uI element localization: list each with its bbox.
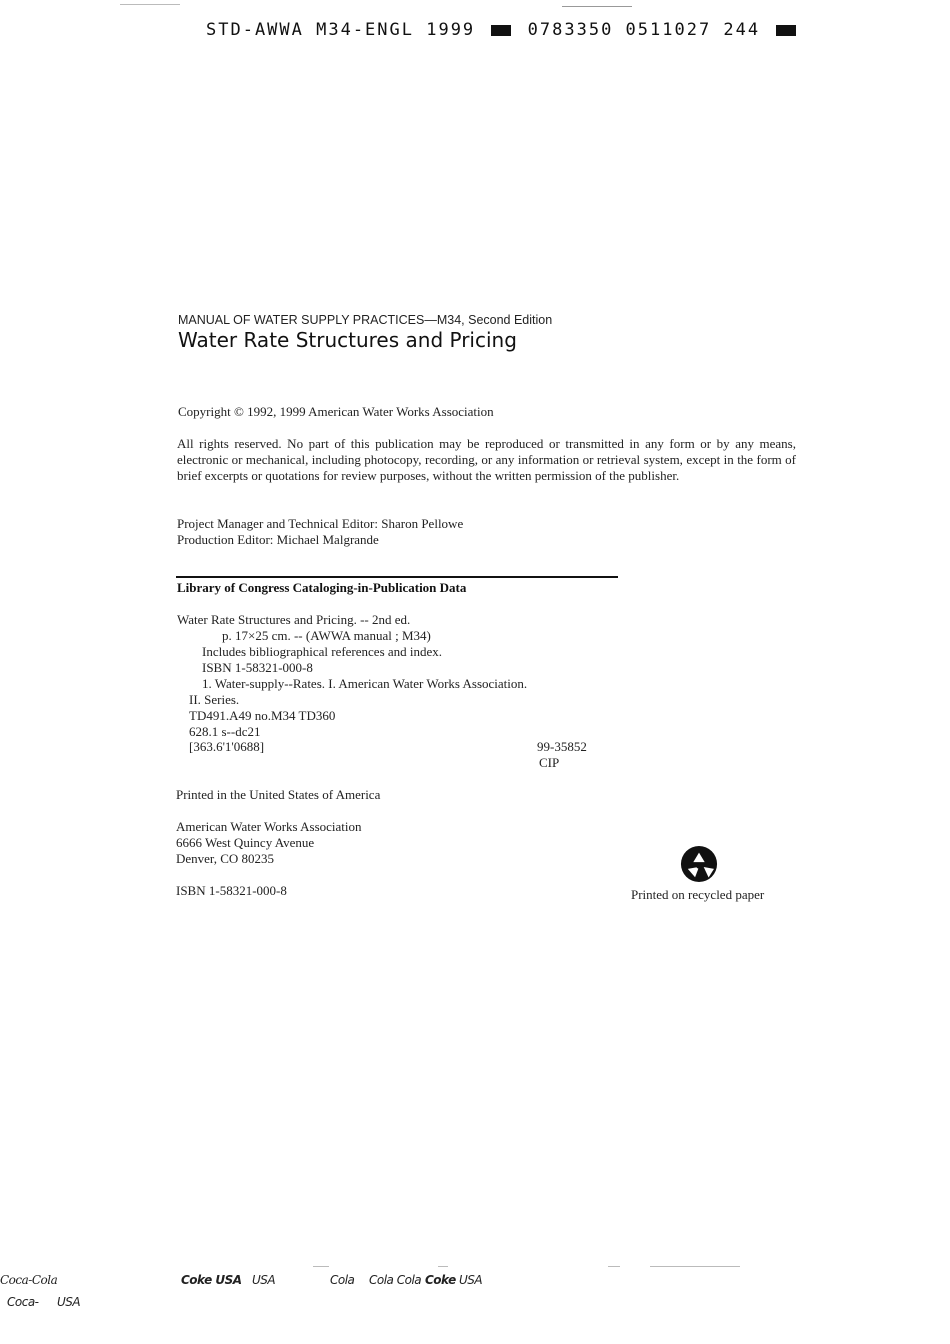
publisher-street: 6666 West Quincy Avenue <box>176 835 315 850</box>
production-editor-credit: Production Editor: Michael Malgrande <box>177 532 379 547</box>
printed-in-line: Printed in the United States of America <box>176 787 381 802</box>
footer-mark: Coke <box>425 1273 456 1287</box>
code-mid: 0783350 0511027 244 <box>527 20 761 40</box>
cip-line: [363.6'1'0688] <box>189 739 265 754</box>
scan-speck <box>313 1266 329 1267</box>
footer-mark: Coca-Cola <box>0 1273 58 1287</box>
cip-line: ISBN 1-58321-000-8 <box>202 660 313 675</box>
recycled-paper-note: Printed on recycled paper <box>631 887 765 902</box>
document-code-header <box>206 20 800 40</box>
page-title: Water Rate Structures and Pricing <box>178 328 517 352</box>
footer-mark: Cola Cola <box>369 1273 422 1287</box>
lccn-number: 99-35852 <box>537 739 587 754</box>
cip-line: Includes bibliographical references and index. <box>202 644 443 659</box>
publisher-city: Denver, CO 80235 <box>176 851 275 866</box>
scan-speck <box>608 1266 620 1267</box>
cip-line: Water Rate Structures and Pricing. -- 2nd ed. <box>177 612 411 627</box>
black-block-mark <box>776 25 796 36</box>
cip-line: 628.1 s--dc21 <box>189 724 261 739</box>
scan-speck <box>120 4 180 5</box>
footer-mark: USA <box>252 1273 276 1287</box>
footer-mark: USA <box>57 1295 81 1309</box>
cip-line: II. Series. <box>189 692 240 707</box>
cip-rule <box>176 576 618 578</box>
scan-speck <box>650 1266 740 1267</box>
footer-mark: USA <box>459 1273 483 1287</box>
project-manager-credit: Project Manager and Technical Editor: Sharon Pellowe <box>177 516 464 531</box>
copyright-line: Copyright © 1992, 1999 American Water Works Association <box>178 404 494 419</box>
rights-paragraph: All rights reserved. No part of this publication may be reproduced or transmitted in any form or by any means, electronic or mechanical, including photocopy, recording, or any information or retrieval system, except in the form of brief excerpts or quotations for review purposes, without the written permission of the publisher. <box>177 436 796 483</box>
footer-mark: Coke USA <box>181 1273 242 1287</box>
footer-mark: Cola <box>330 1273 355 1287</box>
footer-mark: Coca- <box>7 1295 39 1309</box>
scan-speck <box>438 1266 448 1267</box>
scan-speck <box>562 6 632 7</box>
black-block-mark <box>491 25 511 36</box>
cip-line: TD491.A49 no.M34 TD360 <box>189 708 336 723</box>
series-line: MANUAL OF WATER SUPPLY PRACTICES—M34, Second Edition <box>178 313 553 327</box>
publisher-name: American Water Works Association <box>176 819 362 834</box>
isbn-line: ISBN 1-58321-000-8 <box>176 883 287 898</box>
cip-line: p. 17×25 cm. -- (AWWA manual ; M34) <box>222 628 431 643</box>
cip-label: CIP <box>539 755 560 770</box>
cip-heading: Library of Congress Cataloging-in-Publication Data <box>177 580 467 595</box>
cip-line: 1. Water-supply--Rates. I. American Water Works Association. <box>202 676 528 691</box>
code-left: STD-AWWA M34-ENGL 1999 <box>206 20 476 40</box>
recycle-icon <box>680 845 718 883</box>
